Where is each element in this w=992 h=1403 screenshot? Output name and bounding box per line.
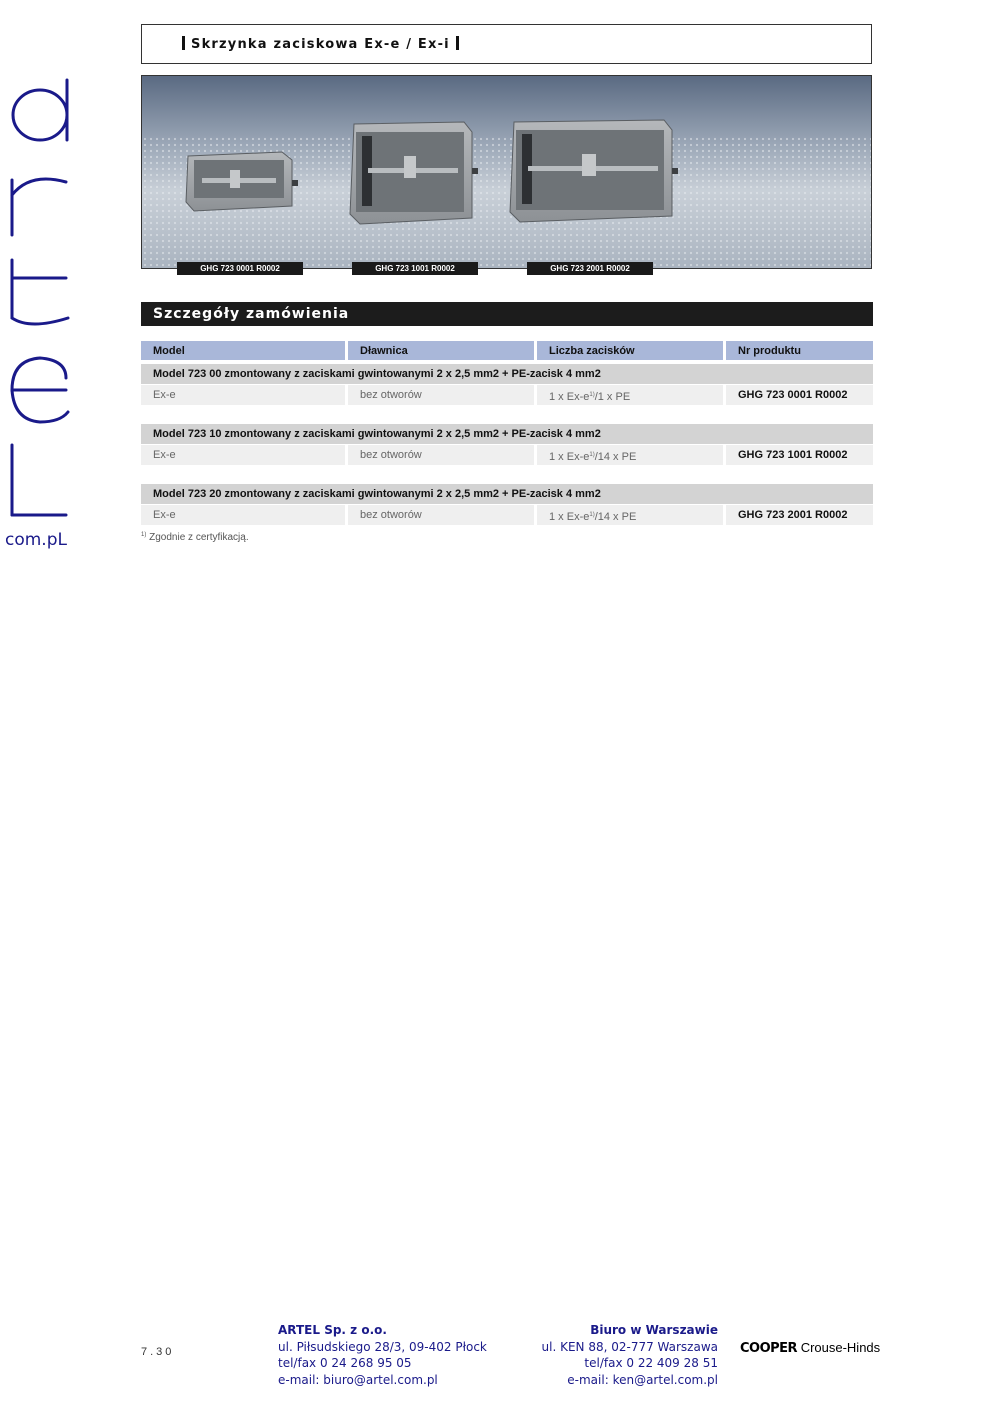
brand-rest: Crouse-Hinds	[800, 1340, 881, 1355]
artel-side-logo	[0, 60, 80, 560]
footnote-ref: 1)	[589, 452, 595, 458]
footnote-ref: 1)	[589, 512, 595, 518]
table-row	[141, 505, 873, 525]
table-group	[141, 424, 873, 465]
group-title: Model 723 10 zmontowany z zaciskami gwintowanymi 2 x 2,5 mm2 + PE-zacisk 4 mm2	[141, 424, 873, 444]
terminals-pe: /14 x PE	[594, 451, 637, 463]
enclosure-medium	[350, 122, 478, 224]
cooper-crouse-hinds-logo	[740, 1340, 880, 1356]
company-name: ARTEL Sp. z o.o.	[278, 1323, 387, 1337]
terminals-main: 1 x Ex-e	[549, 391, 590, 403]
cell-product-no: GHG 723 0001 R0002	[726, 385, 873, 405]
brand-bold: COOPER	[740, 1341, 798, 1356]
footnote-mark: 1)	[141, 532, 147, 538]
group-title: Model 723 20 zmontowany z zaciskami gwintowanymi 2 x 2,5 mm2 + PE-zacisk 4 mm2	[141, 484, 873, 504]
footnote-ref: 1)	[589, 392, 595, 398]
company-street: ul. Piłsudskiego 28/3, 09-402 Płock	[278, 1339, 487, 1354]
photo-label-1: GHG 723 0001 R0002	[177, 262, 303, 275]
enclosure-illustration	[142, 76, 872, 269]
office-phone: tel/fax 0 22 409 28 51	[584, 1356, 718, 1370]
office-email: e-mail: ken@artel.com.pl	[567, 1372, 718, 1387]
terminals-pe: /1 x PE	[594, 391, 631, 403]
column-header-product-no: Nr produktu	[726, 341, 873, 360]
cell-model: Ex-e	[141, 385, 345, 405]
logo-domain: com.pL	[5, 530, 67, 550]
order-table	[141, 341, 873, 525]
table-group	[141, 364, 873, 405]
column-header-terminals: Liczba zacisków	[537, 341, 723, 360]
office-name: Biuro w Warszawie	[590, 1323, 718, 1337]
terminals-main: 1 x Ex-e	[549, 511, 590, 523]
product-photo	[141, 75, 872, 269]
document-header	[141, 24, 872, 64]
terminals-pe: /14 x PE	[594, 511, 637, 523]
footer-address-main	[278, 1322, 487, 1388]
cell-gland: bez otworów	[348, 505, 534, 525]
cell-terminals	[537, 505, 723, 525]
cell-terminals	[537, 445, 723, 465]
photo-label-2: GHG 723 1001 R0002	[352, 262, 478, 275]
footer-address-warsaw	[500, 1322, 718, 1388]
title-bar-left	[182, 36, 185, 50]
header-title-wrap	[176, 36, 465, 52]
office-street: ul. KEN 88, 02-777 Warszawa	[541, 1339, 718, 1354]
footnote-text: Zgodnie z certyfikacją.	[149, 532, 249, 543]
table-row	[141, 385, 873, 405]
group-title: Model 723 00 zmontowany z zaciskami gwintowanymi 2 x 2,5 mm2 + PE-zacisk 4 mm2	[141, 364, 873, 384]
cell-model: Ex-e	[141, 445, 345, 465]
table-row	[141, 445, 873, 465]
cell-gland: bez otworów	[348, 445, 534, 465]
photo-label-3: GHG 723 2001 R0002	[527, 262, 653, 275]
enclosure-small	[186, 152, 298, 211]
artel-logo-letters	[0, 60, 80, 530]
terminals-main: 1 x Ex-e	[549, 451, 590, 463]
cell-terminals	[537, 385, 723, 405]
cell-model: Ex-e	[141, 505, 345, 525]
column-header-model: Model	[141, 341, 345, 360]
column-header-gland: Dławnica	[348, 341, 534, 360]
footnote	[141, 532, 249, 543]
company-email: e-mail: biuro@artel.com.pl	[278, 1372, 438, 1387]
section-title: Szczegóły zamówienia	[141, 302, 873, 326]
cell-product-no: GHG 723 2001 R0002	[726, 505, 873, 525]
cell-product-no: GHG 723 1001 R0002	[726, 445, 873, 465]
title-bar-right	[456, 36, 459, 50]
table-header	[141, 341, 873, 360]
cell-gland: bez otworów	[348, 385, 534, 405]
table-group	[141, 484, 873, 525]
page-number: 7.30	[141, 1346, 175, 1358]
page-title: Skrzynka zaciskowa Ex-e / Ex-i	[191, 37, 450, 52]
enclosure-large	[510, 120, 678, 222]
company-phone: tel/fax 0 24 268 95 05	[278, 1356, 412, 1370]
